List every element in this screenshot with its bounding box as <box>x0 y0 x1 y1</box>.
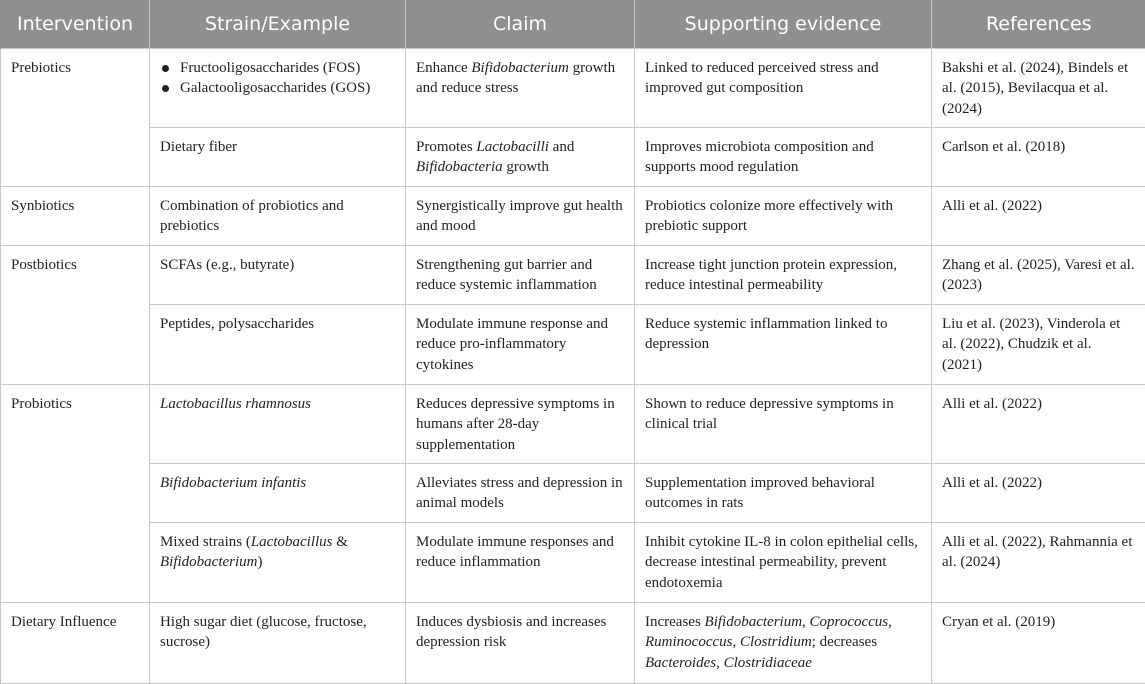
table-row <box>1 127 1145 186</box>
table-row <box>1 384 1145 463</box>
references-cell: Alli et al. (2022), Rahmannia et al. (2024) <box>932 522 1145 602</box>
evidence-italic: Bifidobacterium <box>704 613 803 630</box>
claim-italic: Bifidobacteria <box>416 159 503 175</box>
claim-cell: Synergistically improve gut health and mood <box>406 186 635 245</box>
group-prebiotics: Prebiotics <box>1 48 150 186</box>
claim-cell: Strengthening gut barrier and reduce systemic inflammation <box>406 245 635 304</box>
references-cell: Bakshi et al. (2024), Bindels et al. (2015), Bevilacqua et al. (2024) <box>932 48 1145 127</box>
evidence-cell: Linked to reduced perceived stress and improved gut composition <box>635 48 932 127</box>
claim-cell: Induces dysbiosis and increases depression risk <box>406 602 635 683</box>
header-claim: Claim <box>406 0 635 48</box>
group-postbiotics: Postbiotics <box>1 245 150 384</box>
references-cell: Alli et al. (2022) <box>932 384 1145 463</box>
claim-text: Enhance <box>416 59 472 76</box>
evidence-italic: Coprococcus <box>809 613 889 630</box>
strain-cell: High sugar diet (glucose, fructose, sucrose) <box>150 602 406 683</box>
table-row <box>1 186 1145 245</box>
claim-text: growth <box>502 159 549 175</box>
evidence-cell: Inhibit cytokine IL-8 in colon epithelial cells, decrease intestinal permeability, prevent endotoxemia <box>635 522 932 602</box>
claim-cell: Modulate immune response and reduce pro-inflammatory cytokines <box>406 304 635 384</box>
strain-cell <box>150 48 406 127</box>
evidence-italic: Bacteroides <box>645 654 717 671</box>
references-cell: Zhang et al. (2025), Varesi et al. (2023) <box>932 245 1145 304</box>
strain-text: & <box>332 533 348 550</box>
group-dietary-influence: Dietary Influence <box>1 602 150 683</box>
strain-cell <box>150 522 406 602</box>
claim-italic: Bifidobacterium <box>471 59 569 76</box>
header-intervention: Intervention <box>1 0 150 48</box>
header-evidence: Supporting evidence <box>635 0 932 48</box>
group-synbiotics: Synbiotics <box>1 186 150 245</box>
strain-cell: Bifidobacterium infantis <box>150 463 406 522</box>
claim-cell: Reduces depressive symptoms in humans after 28-day supplementation <box>406 384 635 463</box>
claim-text: Promotes <box>416 138 477 155</box>
header-strain: Strain/Example <box>150 0 406 48</box>
evidence-text: , <box>716 654 724 671</box>
evidence-italic: Clostridium <box>739 634 812 650</box>
claim-text: and <box>548 138 575 155</box>
claim-text: growth and reduce stress <box>416 59 616 96</box>
references-cell: Alli et al. (2022) <box>932 186 1145 245</box>
strain-text: ) <box>257 554 263 570</box>
references-cell: Carlson et al. (2018) <box>932 127 1145 186</box>
header-row <box>1 0 1145 48</box>
table-row <box>1 602 1145 683</box>
strain-list <box>160 58 395 99</box>
table-row <box>1 522 1145 602</box>
group-probiotics: Probiotics <box>1 384 150 602</box>
claim-cell <box>406 127 635 186</box>
list-item: Galactooligosaccharides (GOS) <box>160 78 395 99</box>
evidence-text: , <box>888 613 892 630</box>
header-references: References <box>932 0 1145 48</box>
evidence-text: ; decreases <box>811 634 878 650</box>
evidence-cell: Probiotics colonize more effectively with prebiotic support <box>635 186 932 245</box>
strain-text: Mixed strains ( <box>160 533 251 550</box>
evidence-cell <box>635 602 932 683</box>
list-item: Fructooligosaccharides (FOS) <box>160 58 395 79</box>
evidence-italic: Clostridiaceae <box>723 654 812 671</box>
table-row <box>1 463 1145 522</box>
strain-italic: Bifidobacterium <box>160 554 258 570</box>
claim-cell: Modulate immune responses and reduce inflammation <box>406 522 635 602</box>
table-row <box>1 48 1145 127</box>
evidence-cell: Improves microbiota composition and supports mood regulation <box>635 127 932 186</box>
evidence-text: , <box>732 634 740 650</box>
evidence-italic: Ruminococcus <box>645 634 733 650</box>
evidence-cell: Shown to reduce depressive symptoms in clinical trial <box>635 384 932 463</box>
evidence-text: Increases <box>645 613 705 630</box>
evidence-cell: Reduce systemic inflammation linked to depression <box>635 304 932 384</box>
claim-cell: Alleviates stress and depression in animal models <box>406 463 635 522</box>
claim-italic: Lactobacilli <box>476 138 549 155</box>
references-cell: Liu et al. (2023), Vinderola et al. (2022), Chudzik et al. (2021) <box>932 304 1145 384</box>
references-cell: Alli et al. (2022) <box>932 463 1145 522</box>
evidence-cell: Supplementation improved behavioral outcomes in rats <box>635 463 932 522</box>
evidence-cell: Increase tight junction protein expression, reduce intestinal permeability <box>635 245 932 304</box>
table-row <box>1 245 1145 304</box>
strain-italic: Lactobacillus <box>250 533 333 550</box>
strain-cell: SCFAs (e.g., butyrate) <box>150 245 406 304</box>
references-cell: Cryan et al. (2019) <box>932 602 1145 683</box>
table-row <box>1 304 1145 384</box>
strain-cell: Combination of probiotics and prebiotics <box>150 186 406 245</box>
evidence-text: , <box>802 613 810 630</box>
strain-cell: Dietary fiber <box>150 127 406 186</box>
claim-cell <box>406 48 635 127</box>
strain-cell: Lactobacillus rhamnosus <box>150 384 406 463</box>
strain-cell: Peptides, polysaccharides <box>150 304 406 384</box>
